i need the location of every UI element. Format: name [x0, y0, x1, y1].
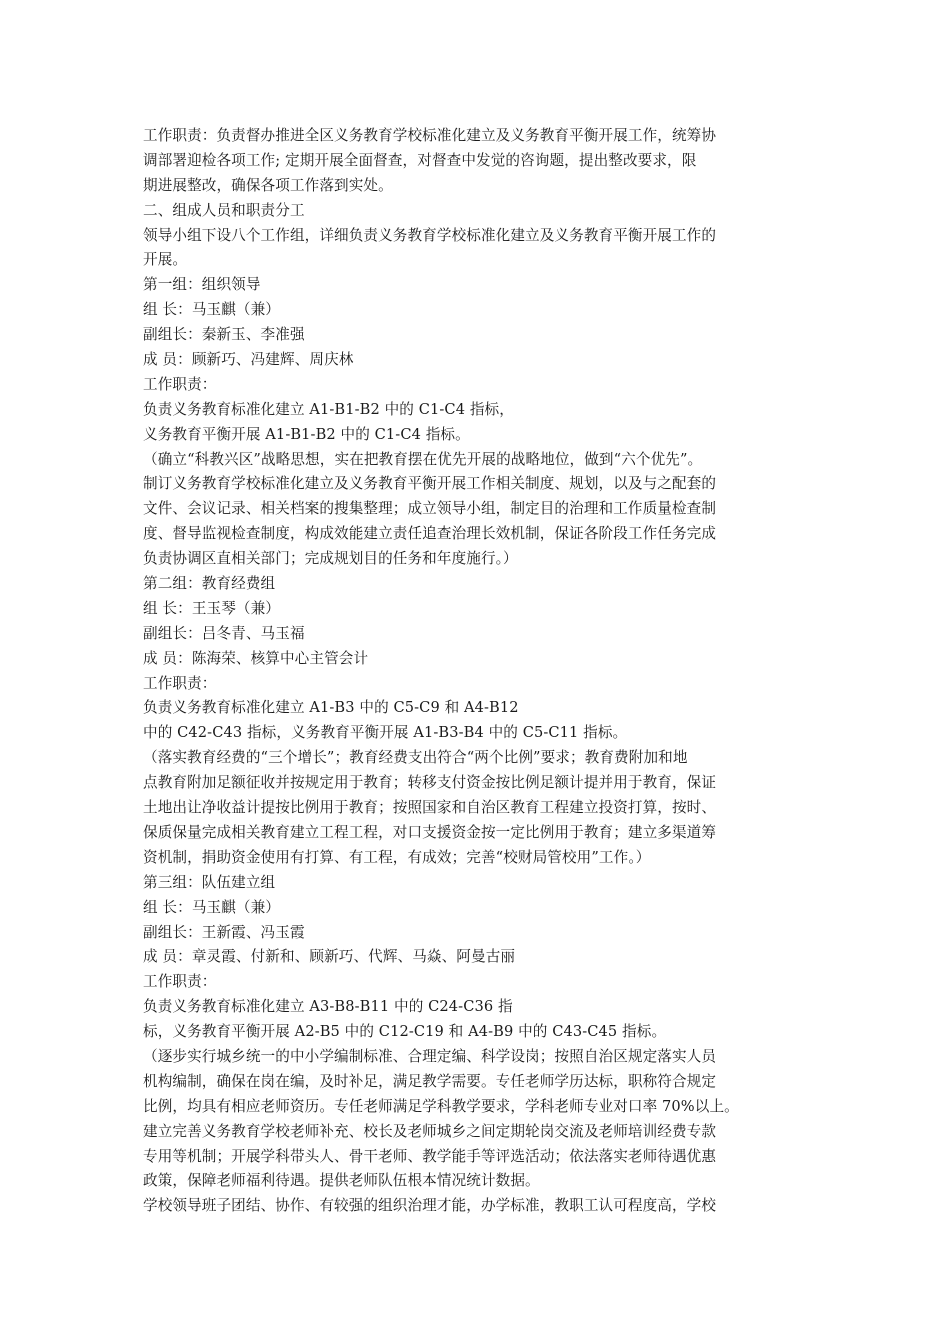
text-line: 工作职责： — [143, 973, 217, 991]
text-line: 度、督导监视检查制度，构成效能建立责任追查治理长效机制，保证各阶段工作任务完成 — [143, 525, 717, 543]
text-line: 第一组：组织领导 — [143, 276, 261, 294]
text-line: 比例，均具有相应老师资历。专任老师满足学科教学要求，学科老师专业对口率 70%以上。 — [143, 1097, 739, 1115]
text-line: 专用等机制；开展学科带头人、骨干老师、教学能手等评选活动；依法落实老师待遇优惠 — [143, 1147, 717, 1165]
text-line: 工作职责： — [143, 375, 217, 393]
text-line: 第三组：队伍建立组 — [143, 873, 276, 891]
text-line: 组 长：王玉琴（兼） — [143, 599, 280, 617]
text-line: 副组长：秦新玉、李准强 — [143, 326, 305, 344]
text-line: 第二组：教育经费组 — [143, 575, 276, 593]
text-line: （逐步实行城乡统一的中小学编制标准、合理定编、科学设岗；按照自治区规定落实人员 — [143, 1047, 717, 1065]
text-line: 负责义务教育标准化建立 A1-B3 中的 C5-C9 和 A4-B12 — [143, 699, 519, 717]
text-line: （落实教育经费的“三个增长”；教育经费支出符合“两个比例”要求；教育费附加和地 — [143, 749, 688, 767]
text-line: 负责协调区直相关部门；完成规划目的任务和年度施行。） — [143, 550, 518, 568]
text-line: 保质保量完成相关教育建立工程工程，对口支援资金按一定比例用于教育；建立多渠道筹 — [143, 823, 717, 841]
text-line: 工作职责：负责督办推进全区义务教育学校标准化建立及义务教育平衡开展工作，统筹协 — [143, 127, 717, 144]
text-line: 学校领导班子团结、协作、有较强的组织治理才能，办学标准，教职工认可程度高，学校 — [143, 1197, 717, 1215]
text-line: 标，义务教育平衡开展 A2-B5 中的 C12-C19 和 A4-B9 中的 C43-C45 指标。 — [143, 1023, 667, 1041]
text-line: 制订义务教育学校标准化建立及义务教育平衡开展工作相关制度、规划，以及与之配套的 — [143, 475, 717, 493]
text-line: 二、组成人员和职责分工 — [143, 201, 305, 219]
text-line: 文件、会议记录、相关档案的搜集整理；成立领导小组，制定目的治理和工作质量检查制 — [143, 500, 717, 518]
text-line: 点教育附加足额征收并按规定用于教育；转移支付资金按比例足额计提并用于教育，保证 — [143, 774, 717, 792]
text-line: 成 员：章灵霞、付新和、顾新巧、代辉、马焱、阿曼古丽 — [143, 948, 516, 966]
text-line: 土地出让净收益计提按比例用于教育；按照国家和自治区教育工程建立投资打算，按时、 — [143, 799, 717, 817]
text-line: 负责义务教育标准化建立 A1-B1-B2 中的 C1-C4 指标， — [143, 400, 514, 418]
text-line: 副组长：王新霞、冯玉霞 — [143, 923, 305, 941]
text-line: 领导小组下设八个工作组，详细负责义务教育学校标准化建立及义务教育平衡开展工作的 — [143, 226, 717, 244]
text-line: 期进展整改，确保各项工作落到实处。 — [143, 176, 393, 194]
text-line: 副组长：吕冬青、马玉福 — [143, 624, 305, 642]
text-line: 组 长：马玉麒（兼） — [143, 301, 280, 319]
text-line: 负责义务教育标准化建立 A3-B8-B11 中的 C24-C36 指 — [143, 998, 513, 1016]
text-line: 开展。 — [143, 251, 188, 269]
text-line: （确立“科教兴区”战略思想，实在把教育摆在优先开展的战略地位，做到“六个优先”。 — [143, 450, 703, 468]
text-line: 组 长：马玉麒（兼） — [143, 898, 280, 916]
text-line: 资机制，捐助资金使用有打算、有工程，有成效；完善“校财局管校用”工作。） — [143, 848, 651, 866]
document-body — [143, 124, 833, 1219]
text-line: 政策，保障老师福利待遇。提供老师队伍根本情况统计数据。 — [143, 1172, 540, 1190]
text-line: 成 员：顾新巧、冯建辉、周庆林 — [143, 351, 354, 369]
text-line: 义务教育平衡开展 A1-B1-B2 中的 C1-C4 指标。 — [143, 425, 470, 443]
text-line: 中的 C42-C43 指标，义务教育平衡开展 A1-B3-B4 中的 C5-C11 指标。 — [143, 724, 628, 742]
text-line: 建立完善义务教育学校老师补充、校长及老师城乡之间定期轮岗交流及老师培训经费专款 — [143, 1122, 717, 1140]
text-line: 成 员：陈海荣、核算中心主管会计 — [143, 649, 369, 667]
text-line: 工作职责： — [143, 674, 217, 692]
text-line: 调部署迎检各项工作; 定期开展全面督查，对督查中发觉的咨询题，提出整改要求，限 — [143, 151, 697, 169]
text-line: 机构编制，确保在岗在编，及时补足，满足教学需要。专任老师学历达标，职称符合规定 — [143, 1072, 717, 1090]
